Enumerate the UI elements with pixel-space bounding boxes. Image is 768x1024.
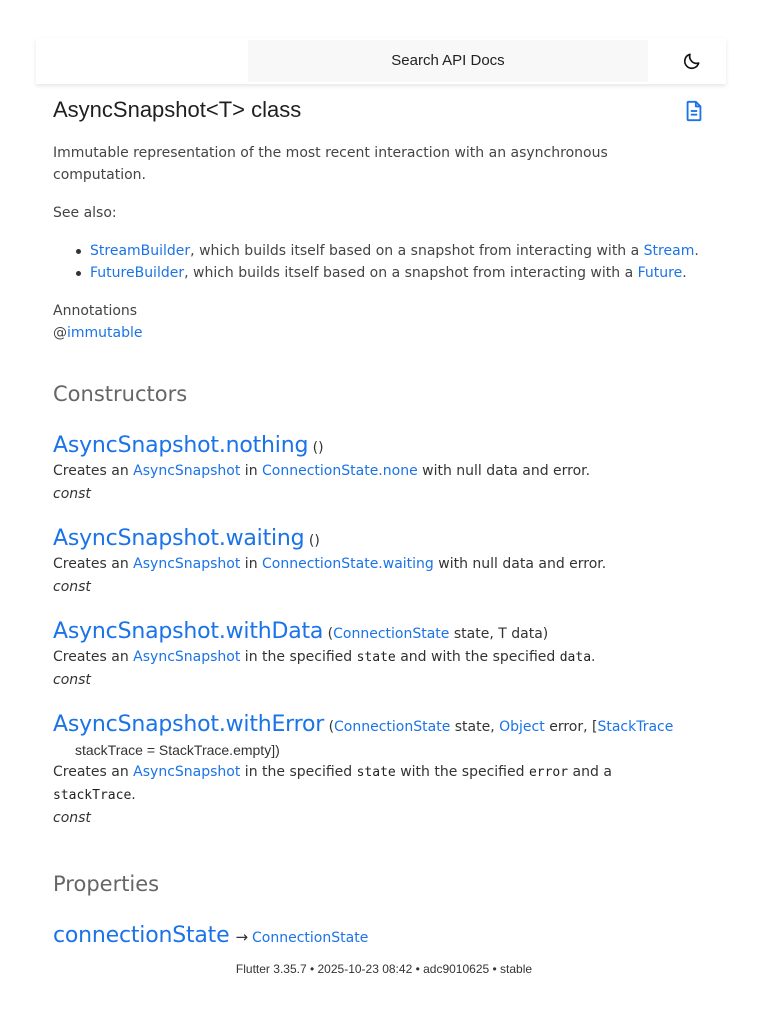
futurebuilder-link[interactable]: FutureBuilder (90, 265, 185, 281)
const-modifier: const (53, 579, 91, 595)
stacktrace-type-link[interactable]: StackTrace (597, 719, 674, 735)
properties-heading: Properties (53, 872, 160, 896)
constructor-withdata-link[interactable]: AsyncSnapshot.withData (53, 619, 324, 644)
constructor-signature: AsyncSnapshot.withData (ConnectionState state, T data) (53, 619, 549, 644)
connectionstate-property-link[interactable]: connectionState (53, 923, 230, 948)
see-also-label: See also: (53, 205, 117, 221)
connectionstate-type-link[interactable]: ConnectionState (333, 626, 450, 642)
title-row (53, 96, 705, 126)
constructor-entry (53, 527, 713, 599)
property-signature: connectionState → ConnectionState (53, 923, 369, 948)
property-entry (53, 924, 713, 950)
constructor-witherror-link[interactable]: AsyncSnapshot.withError (53, 712, 325, 737)
constructor-entry (53, 713, 713, 830)
constructor-description: Creates an AsyncSnapshot in the specified state and with the specified data. (53, 649, 596, 665)
asyncsnapshot-link[interactable]: AsyncSnapshot (133, 463, 241, 479)
annotations-label: Annotations (53, 303, 138, 319)
constructor-description: Creates an AsyncSnapshot in ConnectionState.none with null data and error. (53, 463, 591, 479)
const-modifier: const (53, 810, 91, 826)
const-modifier: const (53, 486, 91, 502)
top-bar (36, 38, 726, 84)
immutable-link[interactable]: immutable (67, 325, 143, 341)
annotation-value: @immutable (53, 325, 143, 341)
constructors-heading: Constructors (53, 382, 188, 406)
connectionstate-type-link[interactable]: ConnectionState (334, 719, 451, 735)
future-link[interactable]: Future (637, 265, 683, 281)
list-item: StreamBuilder, which builds itself based on a snapshot from interacting with a Stream. (53, 240, 699, 262)
const-modifier: const (53, 672, 91, 688)
asyncsnapshot-link[interactable]: AsyncSnapshot (133, 556, 241, 572)
stream-link[interactable]: Stream (643, 243, 695, 259)
streambuilder-link[interactable]: StreamBuilder (90, 243, 191, 259)
see-also-list (53, 240, 699, 284)
page-title: AsyncSnapshot<T> class (53, 97, 302, 122)
constructor-entry (53, 434, 713, 506)
connectionstate-none-link[interactable]: ConnectionState.none (262, 463, 418, 479)
constructor-signature: AsyncSnapshot.nothing () (53, 433, 324, 458)
search-input[interactable]: Search API Docs (248, 40, 648, 82)
connectionstate-type-link[interactable]: ConnectionState (252, 930, 369, 946)
constructor-description: Creates an AsyncSnapshot in ConnectionState.waiting with null data and error. (53, 556, 607, 572)
constructor-waiting-link[interactable]: AsyncSnapshot.waiting (53, 526, 305, 551)
footer-version: Flutter 3.35.7 • 2025-10-23 08:42 • adc9010625 • stable (235, 962, 533, 976)
asyncsnapshot-link[interactable]: AsyncSnapshot (133, 649, 241, 665)
connectionstate-waiting-link[interactable]: ConnectionState.waiting (262, 556, 434, 572)
class-description: Immutable representation of the most recent interaction with an asynchronous computation. (53, 145, 608, 183)
list-item: FutureBuilder, which builds itself based on a snapshot from interacting with a Future. (53, 262, 699, 284)
object-type-link[interactable]: Object (499, 719, 545, 735)
constructor-signature: AsyncSnapshot.waiting () (53, 526, 320, 551)
document-icon[interactable] (683, 100, 705, 122)
asyncsnapshot-link[interactable]: AsyncSnapshot (133, 764, 241, 780)
constructor-nothing-link[interactable]: AsyncSnapshot.nothing (53, 433, 309, 458)
constructor-entry (53, 620, 713, 692)
constructor-description: Creates an AsyncSnapshot in the specified state with the specified error and a stackTrace. (53, 764, 612, 803)
moon-icon[interactable] (680, 49, 704, 73)
constructor-signature: AsyncSnapshot.withError (ConnectionState state, Object error, [StackTrace stackTrace = StackTrace.empty]) (53, 712, 674, 758)
